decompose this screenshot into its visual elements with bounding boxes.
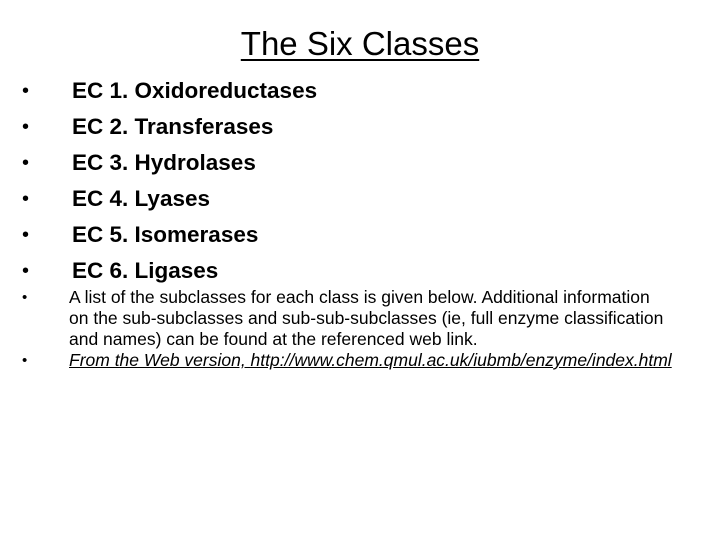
list-item bbox=[22, 253, 317, 289]
notes-list bbox=[22, 287, 672, 371]
list-item bbox=[22, 181, 317, 217]
list-item bbox=[22, 73, 317, 109]
class-label-ec3: EC 3. Hydrolases bbox=[72, 150, 256, 175]
class-label-ec6: EC 6. Ligases bbox=[72, 258, 219, 283]
list-item bbox=[22, 109, 317, 145]
bullet-icon: • bbox=[22, 224, 30, 246]
list-item bbox=[22, 350, 672, 371]
reference-link[interactable]: From the Web version, http://www.chem.qmul.ac.uk/iubmb/enzyme/index.html bbox=[69, 350, 672, 370]
bullet-icon: • bbox=[22, 289, 28, 306]
bullet-icon: • bbox=[22, 188, 30, 210]
bullet-icon: • bbox=[22, 352, 28, 369]
bullet-icon: • bbox=[22, 260, 30, 282]
class-label-ec2: EC 2. Transferases bbox=[72, 114, 274, 139]
bullet-icon: • bbox=[22, 80, 30, 102]
class-label-ec5: EC 5. Isomerases bbox=[72, 222, 259, 247]
enzyme-class-list bbox=[22, 73, 317, 289]
list-item bbox=[22, 287, 672, 350]
class-label-ec4: EC 4. Lyases bbox=[72, 186, 210, 211]
slide-title bbox=[0, 24, 720, 64]
slide-title-text: The Six Classes bbox=[240, 25, 480, 62]
bullet-icon: • bbox=[22, 116, 30, 138]
subclass-description: A list of the subclasses for each class is given below. Additional information on the sub-subclasses and sub-sub-subclasses (ie, full enzyme classification and names) can be found at the referenced web link. bbox=[69, 287, 664, 349]
list-item bbox=[22, 145, 317, 181]
class-label-ec1: EC 1. Oxidoreductases bbox=[72, 78, 318, 103]
bullet-icon: • bbox=[22, 152, 30, 174]
list-item bbox=[22, 217, 317, 253]
